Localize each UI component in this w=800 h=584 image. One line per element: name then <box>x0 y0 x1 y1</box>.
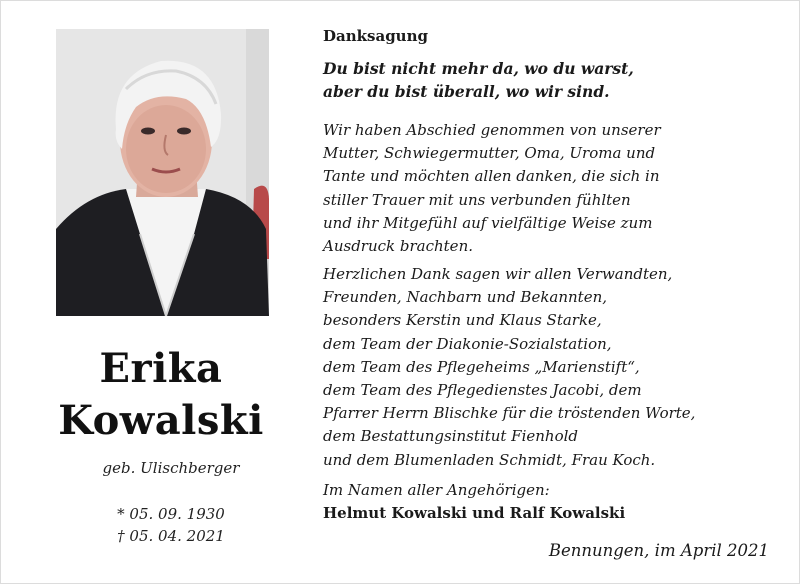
thanks-paragraph <box>323 119 783 258</box>
paragraph-line: dem Team des Pflegeheims „Marienstift“, <box>323 357 640 376</box>
paragraph-line: Freunden, Nachbarn und Bekannten, <box>323 288 608 307</box>
paragraph-line: Pfarrer Herrn Blischke für die tröstenden Worte, <box>323 404 696 423</box>
paragraph-line: dem Team des Pflegedienstes Jacobi, dem <box>323 381 642 400</box>
death-date: † 05. 04. 2021 <box>117 527 225 545</box>
paragraph-line: Herzlichen Dank sagen wir allen Verwandten, <box>323 265 673 283</box>
notice-title: Danksagung <box>323 27 428 45</box>
paragraph-line: dem Bestattungsinstitut Fienhold <box>323 427 579 446</box>
paragraph-line: dem Team der Diakonie-Sozialstation, <box>323 334 612 353</box>
acknowledgements-paragraph <box>323 263 783 472</box>
portrait-photo <box>56 29 269 316</box>
poem <box>323 57 783 103</box>
maiden-name: geb. Ulischberger <box>102 459 240 477</box>
paragraph-line: Tante und möchten allen danken, die sich in <box>323 167 660 186</box>
paragraph-line: besonders Kerstin und Klaus Starke, <box>323 311 602 330</box>
poem-line: aber du bist überall, wo wir sind. <box>323 82 610 101</box>
place-and-date: Bennungen, im April 2021 <box>548 541 769 560</box>
paragraph-line: stiller Trauer mit uns verbunden fühlten <box>323 190 631 209</box>
birth-date: * 05. 09. 1930 <box>117 505 225 523</box>
first-name: Erika <box>99 345 223 392</box>
last-name: Kowalski <box>58 397 264 444</box>
poem-line: Du bist nicht mehr da, wo du warst, <box>323 59 634 78</box>
paragraph-line: Wir haben Abschied genommen von unserer <box>323 121 661 139</box>
paragraph-line: und dem Blumenladen Schmidt, Frau Koch. <box>323 450 656 469</box>
paragraph-line: Mutter, Schwiegermutter, Oma, Uroma und <box>323 144 656 163</box>
paragraph-line: und ihr Mitgefühl auf vielfältige Weise zum <box>323 213 653 232</box>
signers: Helmut Kowalski und Ralf Kowalski <box>323 504 626 522</box>
closing-line: Im Namen aller Angehörigen: <box>323 481 550 499</box>
paragraph-line: Ausdruck brachten. <box>323 237 473 256</box>
